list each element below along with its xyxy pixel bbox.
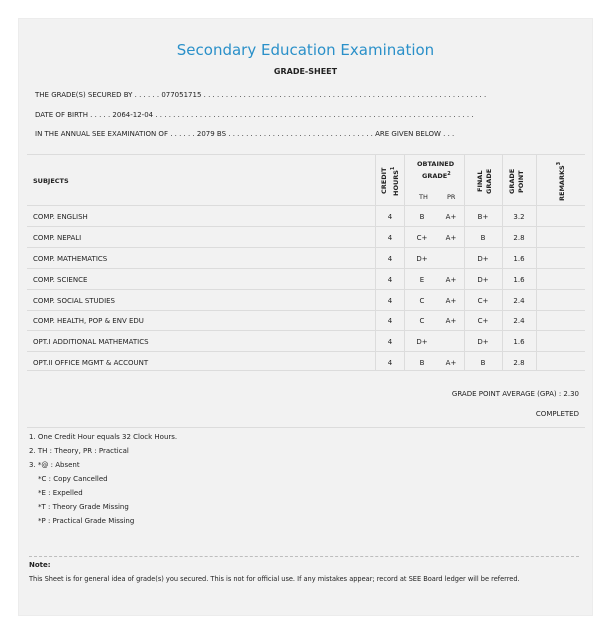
footnote-credit-hour: 1. One Credit Hour equals 32 Clock Hours.: [29, 433, 178, 441]
row-divider: [27, 247, 585, 248]
final-grade: B: [480, 234, 486, 242]
practical-grade: A+: [445, 213, 457, 221]
gpa-summary: GRADE POINT AVERAGE (GPA) : 2.30: [451, 390, 579, 398]
final-grade: D+: [477, 255, 489, 263]
theory-grade: C: [419, 297, 425, 305]
subject-name: COMP. HEALTH, POP & ENV EDU: [33, 317, 144, 325]
grade-point: 1.6: [513, 276, 525, 284]
practical-grade: A+: [445, 234, 457, 242]
subject-name: COMP. SOCIAL STUDIES: [33, 297, 116, 305]
final-grade: B: [480, 359, 486, 367]
theory-grade: C: [419, 317, 425, 325]
theory-grade: B: [419, 213, 425, 221]
result-status: COMPLETED: [535, 410, 579, 418]
grade-point: 2.4: [513, 297, 525, 305]
row-divider: [27, 226, 585, 227]
row-divider: [27, 310, 585, 311]
credit-hours: 4: [387, 234, 393, 242]
header-grade-point: GRADE POINT: [508, 168, 525, 195]
row-divider: [27, 330, 585, 331]
subject-name: COMP. ENGLISH: [33, 213, 88, 221]
row-divider: [27, 268, 585, 269]
credit-hours: 4: [387, 255, 393, 263]
practical-grade: A+: [445, 276, 457, 284]
row-divider: [27, 289, 585, 290]
divider-final: [464, 154, 465, 370]
credit-hours: 4: [387, 338, 393, 346]
header-credit-hours: CREDIT HOURS$^1$: [380, 166, 401, 196]
theory-grade: B: [419, 359, 425, 367]
page-title: Secondary Education Examination: [176, 41, 435, 59]
footnote-th-pr: 2. TH : Theory, PR : Practical: [29, 447, 129, 455]
subject-name: OPT.II OFFICE MGMT & ACCOUNT: [33, 359, 149, 367]
header-remarks: REMARKS$^3$: [556, 161, 567, 201]
practical-grade: A+: [445, 359, 457, 367]
divider-point: [502, 154, 503, 370]
info-exam-year: IN THE ANNUAL SEE EXAMINATION OF . . . . . . 2079 BS . . . . . . . . . . . . . . . . . . . . . . . . . . . . . . . . . ARE GIVEN BELOW . . .: [35, 130, 455, 138]
header-subjects: SUBJECTS: [33, 177, 69, 185]
grade-point: 2.4: [513, 317, 525, 325]
header-obtained-grade: OBTAINED GRADE$^2$: [417, 160, 455, 181]
grade-point: 2.8: [513, 359, 525, 367]
practical-grade: A+: [445, 317, 457, 325]
credit-hours: 4: [387, 276, 393, 284]
note-label: Note:: [29, 561, 51, 569]
table-bottom-border: [27, 370, 585, 371]
practical-grade: A+: [445, 297, 457, 305]
footnote-theory-missing: *T : Theory Grade Missing: [38, 503, 129, 511]
theory-grade: E: [419, 276, 425, 284]
footnote-practical-missing: *P : Practical Grade Missing: [38, 517, 135, 525]
final-grade: C+: [477, 297, 489, 305]
footnote-divider: [27, 427, 585, 428]
grade-point: 1.6: [513, 255, 525, 263]
note-text: This Sheet is for general idea of grade(s) you secured. This is not for official use. If any mistakes appear; record at SEE Board ledger will be referred.: [29, 575, 520, 583]
grade-point: 1.6: [513, 338, 525, 346]
page-subtitle: GRADE-SHEET: [273, 67, 338, 76]
grade-point: 3.2: [513, 213, 525, 221]
final-grade: D+: [477, 276, 489, 284]
note-divider: [29, 556, 579, 557]
subject-name: COMP. SCIENCE: [33, 276, 88, 284]
grade-point: 2.8: [513, 234, 525, 242]
credit-hours: 4: [387, 297, 393, 305]
credit-hours: 4: [387, 359, 393, 367]
header-final-grade: FINAL GRADE: [476, 168, 493, 195]
divider-remarks: [536, 154, 537, 370]
theory-grade: D+: [416, 255, 428, 263]
header-practical: PR: [447, 193, 456, 201]
credit-hours: 4: [387, 317, 393, 325]
subject-name: COMP. NEPALI: [33, 234, 82, 242]
theory-grade: D+: [416, 338, 428, 346]
final-grade: B+: [477, 213, 489, 221]
theory-grade: C+: [416, 234, 428, 242]
final-grade: D+: [477, 338, 489, 346]
info-date-of-birth: DATE OF BIRTH . . . . . 2064-12-04 . . . . . . . . . . . . . . . . . . . . . . . . . . . . . . . . . . . . . . . . . . . . . . . . . . . . . . . . . . . . . . . . . . . . . . . .: [35, 111, 474, 119]
row-divider: [27, 351, 585, 352]
footnote-absent: 3. *@ : Absent: [29, 461, 80, 469]
info-grades-secured-by: THE GRADE(S) SECURED BY . . . . . . 077051715 . . . . . . . . . . . . . . . . . . . . . . . . . . . . . . . . . . . . . . . . . . . . . . . . . . . . . . . . . . . . . . . .: [35, 91, 487, 99]
footnote-expelled: *E : Expelled: [38, 489, 83, 497]
credit-hours: 4: [387, 213, 393, 221]
subject-name: COMP. MATHEMATICS: [33, 255, 108, 263]
header-theory: TH: [419, 193, 428, 201]
final-grade: C+: [477, 317, 489, 325]
grade-sheet-panel: [18, 18, 593, 616]
subject-name: OPT.I ADDITIONAL MATHEMATICS: [33, 338, 149, 346]
footnote-copy-cancelled: *C : Copy Cancelled: [38, 475, 108, 483]
